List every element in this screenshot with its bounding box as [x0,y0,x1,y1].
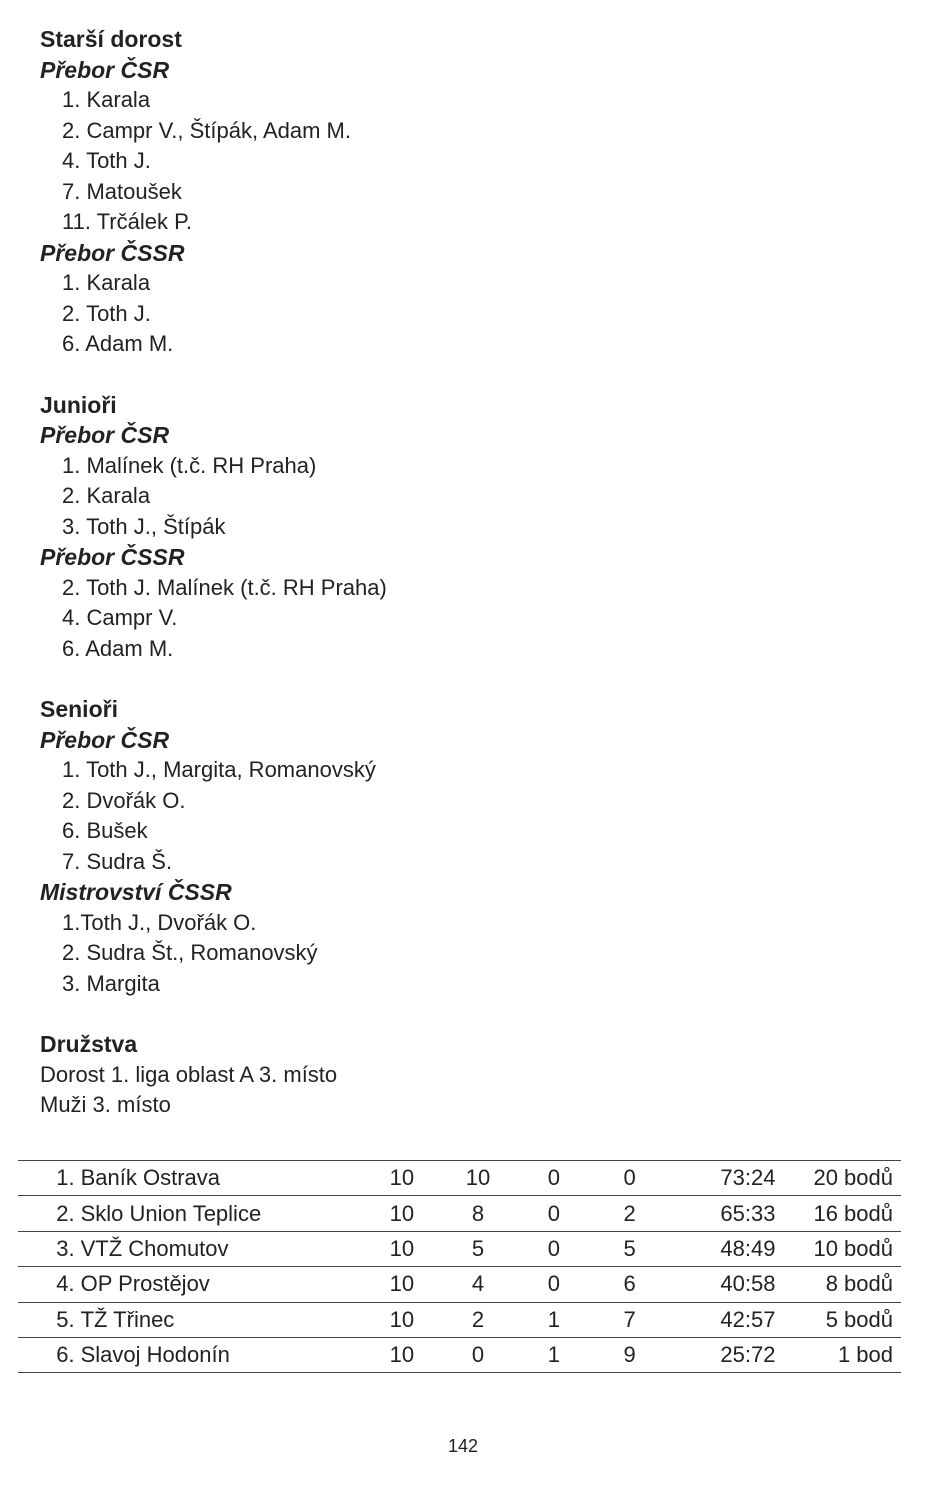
subsection-title: Přebor ČSR [40,726,170,753]
drawn-cell: 0 [516,1231,592,1266]
rank-cell: 6. [18,1337,81,1372]
result-entry: 4. Toth J. [62,148,151,173]
drawn-cell: 0 [516,1161,592,1196]
lost-cell: 0 [592,1161,668,1196]
section-juniori [40,390,900,665]
result-entry: 2. Campr V., Štípák, Adam M. [62,117,351,143]
drawn-cell: 1 [516,1337,592,1372]
result-entry: 3. Margita [62,970,160,996]
score-cell: 48:49 [667,1231,775,1266]
rank-cell: 3. [18,1231,81,1266]
result-entry: 11. Trčálek P. [62,209,193,234]
result-entry: 7. Matoušek [62,178,182,204]
points-cell: 1 bod [775,1337,901,1372]
team-cell: Slavoj Hodonín [81,1337,364,1372]
won-cell: 8 [440,1196,516,1231]
drawn-cell: 1 [516,1302,592,1337]
section-title: Senioři [40,696,118,722]
result-entry: 6. Adam M. [62,331,174,356]
points-cell: 5 bodů [775,1302,901,1337]
standings-table [18,1160,901,1373]
drawn-cell: 0 [516,1267,592,1302]
won-cell: 5 [440,1231,516,1266]
result-entry: 1. Karala [62,87,151,112]
result-entry: 1.Toth J., Dvořák O. [62,909,257,935]
lost-cell: 9 [592,1337,668,1372]
result-entry: 2. Dvořák O. [62,787,186,813]
result-entry: 3. Toth J., Štípák [62,513,226,539]
table-row [18,1267,901,1302]
team-cell: TŽ Třinec [81,1302,364,1337]
section-title: Starší dorost [40,26,182,52]
lost-cell: 2 [592,1196,668,1231]
points-cell: 16 bodů [775,1196,901,1231]
score-cell: 65:33 [667,1196,775,1231]
result-entry: 7. Sudra Š. [62,848,173,874]
table-row [18,1302,901,1337]
result-entry: 1. Karala [62,270,151,295]
subsection-title: Přebor ČSR [40,422,170,448]
subsection-title: Mistrovství ČSSR [40,879,232,905]
subsection-title: Přebor ČSSR [40,239,185,266]
result-entry: 6. Bušek [62,818,148,843]
score-cell: 25:72 [667,1337,775,1372]
team-result-line: Dorost 1. liga oblast A 3. místo [40,1061,338,1087]
subsection-title: Přebor ČSR [40,56,170,83]
team-cell: Baník Ostrava [81,1161,364,1196]
won-cell: 4 [440,1267,516,1302]
points-cell: 10 bodů [775,1231,901,1266]
result-entry: 1. Toth J., Margita, Romanovský [62,757,376,782]
section-title: Junioři [40,391,117,418]
played-cell: 10 [364,1161,440,1196]
section-starsi-dorost [40,24,900,360]
result-entry: 1. Malínek (t.č. RH Praha) [62,452,317,478]
result-entry: 2. Sudra Št., Romanovský [62,940,318,965]
won-cell: 10 [440,1161,516,1196]
rank-cell: 2. [18,1196,81,1231]
won-cell: 0 [440,1337,516,1372]
won-cell: 2 [440,1302,516,1337]
played-cell: 10 [364,1337,440,1372]
points-cell: 20 bodů [775,1161,901,1196]
result-entry: 2. Toth J. [62,300,151,326]
score-cell: 73:24 [667,1161,775,1196]
page-number: 142 [447,1436,479,1456]
lost-cell: 7 [592,1302,668,1337]
played-cell: 10 [364,1196,440,1231]
drawn-cell: 0 [516,1196,592,1231]
team-cell: OP Prostějov [81,1267,364,1302]
table-row [18,1161,901,1196]
rank-cell: 4. [18,1267,81,1302]
team-cell: VTŽ Chomutov [81,1231,364,1266]
rank-cell: 5. [18,1302,81,1337]
section-druzstva [40,1029,900,1121]
score-cell: 42:57 [667,1302,775,1337]
table-row [18,1337,901,1372]
result-entry: 2. Karala [62,483,151,508]
result-entry: 4. Campr V. [62,605,178,630]
played-cell: 10 [364,1231,440,1266]
result-entry: 2. Toth J. Malínek (t.č. RH Praha) [62,574,387,600]
lost-cell: 5 [592,1231,668,1266]
page-content [40,24,900,1151]
played-cell: 10 [364,1267,440,1302]
rank-cell: 1. [18,1161,81,1196]
section-title: Družstva [40,1031,138,1057]
table-row [18,1231,901,1266]
team-result-line: Muži 3. místo [40,1092,171,1117]
team-cell: Sklo Union Teplice [81,1196,364,1231]
points-cell: 8 bodů [775,1267,901,1302]
subsection-title: Přebor ČSSR [40,544,185,570]
result-entry: 6. Adam M. [62,635,174,661]
table-row [18,1196,901,1231]
lost-cell: 6 [592,1267,668,1302]
section-seniori [40,694,900,999]
played-cell: 10 [364,1302,440,1337]
score-cell: 40:58 [667,1267,775,1302]
